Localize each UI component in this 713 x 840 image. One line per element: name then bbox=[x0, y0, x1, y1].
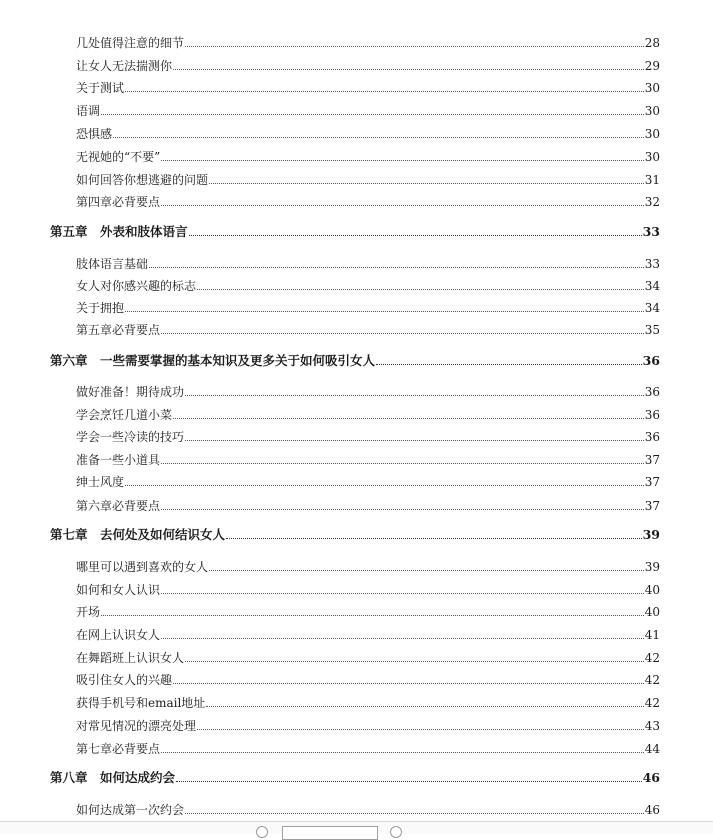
leader-dots bbox=[161, 509, 644, 510]
toc-entry-page: 42 bbox=[644, 696, 660, 710]
toc-entry-label: 学会烹饪几道小菜 bbox=[76, 408, 173, 422]
toc-entry-label: 如何达成第一次约会 bbox=[76, 803, 185, 817]
toc-entry[interactable] bbox=[76, 580, 660, 598]
toc-entry[interactable] bbox=[76, 405, 660, 423]
previous-page-button[interactable] bbox=[256, 826, 268, 838]
toc-entry-label: 第七章必背要点 bbox=[76, 742, 161, 756]
toc-entry[interactable] bbox=[76, 693, 660, 711]
toc-entry[interactable] bbox=[76, 124, 660, 142]
toc-entry-page: 34 bbox=[644, 279, 660, 293]
leader-dots bbox=[173, 69, 644, 70]
leader-dots bbox=[176, 781, 642, 782]
leader-dots bbox=[185, 440, 644, 441]
toc-chapter-label: 第五章 外表和肢体语言 bbox=[50, 224, 188, 239]
toc-entry[interactable] bbox=[76, 147, 660, 165]
toc-entry[interactable] bbox=[76, 56, 660, 74]
toc-entry[interactable] bbox=[76, 276, 660, 294]
next-page-button[interactable] bbox=[390, 826, 402, 838]
toc-chapter[interactable] bbox=[50, 768, 660, 786]
toc-entry-label: 学会一些冷读的技巧 bbox=[76, 430, 185, 444]
toc-entry-label: 语调 bbox=[76, 104, 101, 118]
toc-chapter[interactable] bbox=[50, 351, 660, 369]
leader-dots bbox=[101, 114, 644, 115]
toc-entry-page: 35 bbox=[644, 323, 660, 337]
leader-dots bbox=[149, 267, 644, 268]
leader-dots bbox=[125, 91, 644, 92]
leader-dots bbox=[173, 683, 644, 684]
toc-chapter-label: 第八章 如何达成约会 bbox=[50, 770, 176, 785]
leader-dots bbox=[161, 160, 643, 161]
leader-dots bbox=[197, 289, 644, 290]
leader-dots bbox=[185, 813, 644, 814]
page-number-field[interactable] bbox=[282, 826, 378, 840]
toc-entry-page: 37 bbox=[644, 499, 660, 513]
toc-entry-label: 第四章必背要点 bbox=[76, 195, 161, 209]
toc-entry[interactable] bbox=[76, 648, 660, 666]
leader-dots bbox=[161, 593, 644, 594]
toc-chapter-page: 39 bbox=[642, 527, 660, 542]
toc-entry[interactable] bbox=[76, 298, 660, 316]
toc-entry[interactable] bbox=[76, 450, 660, 468]
toc-entry-page: 36 bbox=[644, 408, 660, 422]
toc-entry-label: 如何回答你想逃避的问题 bbox=[76, 173, 209, 187]
toc-entry-label: 获得手机号和email地址 bbox=[76, 696, 206, 710]
toc-entry-page: 44 bbox=[644, 742, 660, 756]
leader-dots bbox=[209, 570, 644, 571]
toc-entry-page: 30 bbox=[644, 81, 660, 95]
toc-entry-page: 41 bbox=[644, 628, 660, 642]
toc-entry[interactable] bbox=[76, 254, 660, 272]
toc-entry-label: 第五章必背要点 bbox=[76, 323, 161, 337]
toc-entry[interactable] bbox=[76, 670, 660, 688]
toc-entry-label: 准备一些小道具 bbox=[76, 453, 161, 467]
toc-entry-label: 关于测试 bbox=[76, 81, 125, 95]
toc-entry-label: 吸引住女人的兴趣 bbox=[76, 673, 173, 687]
toc-entry[interactable] bbox=[76, 101, 660, 119]
leader-dots bbox=[161, 463, 644, 464]
toc-entry-page: 32 bbox=[644, 195, 660, 209]
leader-dots bbox=[101, 615, 644, 616]
toc-entry[interactable] bbox=[76, 472, 660, 490]
toc-entry-label: 在舞蹈班上认识女人 bbox=[76, 651, 185, 665]
leader-dots bbox=[185, 661, 644, 662]
toc-entry-label: 绅士风度 bbox=[76, 475, 125, 489]
toc-entry[interactable] bbox=[76, 800, 660, 818]
toc-chapter-page: 33 bbox=[642, 224, 660, 239]
toc-entry-label: 让女人无法揣测你 bbox=[76, 59, 173, 73]
toc-chapter-label: 第六章 一些需要掌握的基本知识及更多关于如何吸引女人 bbox=[50, 353, 376, 368]
toc-entry[interactable] bbox=[76, 320, 660, 338]
toc-chapter[interactable] bbox=[50, 222, 660, 240]
toc-entry[interactable] bbox=[76, 602, 660, 620]
toc-entry-page: 42 bbox=[644, 651, 660, 665]
toc-entry[interactable] bbox=[76, 496, 660, 514]
toc-chapter-page: 46 bbox=[642, 770, 660, 785]
toc-entry[interactable] bbox=[76, 427, 660, 445]
toc-chapter[interactable] bbox=[50, 525, 660, 543]
toc-entry-label: 几处值得注意的细节 bbox=[76, 36, 185, 50]
toc-entry-label: 做好准备！期待成功 bbox=[76, 385, 185, 399]
toc-entry-label: 在网上认识女人 bbox=[76, 628, 161, 642]
toc-entry-page: 37 bbox=[644, 453, 660, 467]
toc-chapter-label: 第七章 去何处及如何结识女人 bbox=[50, 527, 226, 542]
toc-entry-label: 哪里可以遇到喜欢的女人 bbox=[76, 560, 209, 574]
toc-entry-page: 36 bbox=[644, 385, 660, 399]
leader-dots bbox=[161, 638, 644, 639]
leader-dots bbox=[113, 137, 644, 138]
toc-entry[interactable] bbox=[76, 716, 660, 734]
toc-entry-page: 30 bbox=[644, 127, 660, 141]
toc-entry-label: 女人对你感兴趣的标志 bbox=[76, 279, 197, 293]
leader-dots bbox=[161, 205, 644, 206]
toc-entry-page: 29 bbox=[644, 59, 660, 73]
toc-entry-page: 40 bbox=[644, 583, 660, 597]
toc-entry-label: 开场 bbox=[76, 605, 101, 619]
toc-entry-page: 42 bbox=[644, 673, 660, 687]
toc-entry-page: 37 bbox=[644, 475, 660, 489]
leader-dots bbox=[226, 538, 642, 539]
leader-dots bbox=[125, 485, 644, 486]
toc-entry[interactable] bbox=[76, 382, 660, 400]
toc-chapter-page: 36 bbox=[642, 353, 660, 368]
toc-entry[interactable] bbox=[76, 170, 660, 188]
toc-entry-label: 关于拥抱 bbox=[76, 301, 125, 315]
leader-dots bbox=[173, 418, 644, 419]
toc-entry-label: 肢体语言基础 bbox=[76, 257, 149, 271]
leader-dots bbox=[209, 183, 644, 184]
leader-dots bbox=[189, 235, 642, 236]
toc-entry-page: 43 bbox=[644, 719, 660, 733]
toc-entry-page: 34 bbox=[644, 301, 660, 315]
leader-dots bbox=[185, 395, 644, 396]
toc-entry[interactable] bbox=[76, 78, 660, 96]
toc-entry-label: 第六章必背要点 bbox=[76, 499, 161, 513]
leader-dots bbox=[197, 729, 644, 730]
leader-dots bbox=[125, 311, 644, 312]
toc-entry[interactable] bbox=[76, 557, 660, 575]
toc-entry-page: 30 bbox=[644, 150, 660, 164]
toc-entry-label: 如何和女人认识 bbox=[76, 583, 161, 597]
toc-entry-page: 33 bbox=[644, 257, 660, 271]
toc-entry-page: 36 bbox=[644, 430, 660, 444]
toc-entry-label: 无视她的“不要” bbox=[76, 150, 161, 164]
toc-entry-page: 46 bbox=[644, 803, 660, 817]
toc-entry-label: 对常见情况的漂亮处理 bbox=[76, 719, 197, 733]
leader-dots bbox=[161, 752, 644, 753]
toc-entry[interactable] bbox=[76, 33, 660, 51]
toc-entry[interactable] bbox=[76, 625, 660, 643]
toc-entry[interactable] bbox=[76, 739, 660, 757]
toc-entry-page: 31 bbox=[644, 173, 660, 187]
leader-dots bbox=[185, 46, 644, 47]
leader-dots bbox=[376, 364, 642, 365]
toc-entry-page: 39 bbox=[644, 560, 660, 574]
leader-dots bbox=[161, 333, 644, 334]
toc-entry-label: 恐惧感 bbox=[76, 127, 113, 141]
toc-entry[interactable] bbox=[76, 192, 660, 210]
toc-entry-page: 40 bbox=[644, 605, 660, 619]
toc-entry-page: 28 bbox=[644, 36, 660, 50]
leader-dots bbox=[206, 706, 643, 707]
toc-entry-page: 30 bbox=[644, 104, 660, 118]
